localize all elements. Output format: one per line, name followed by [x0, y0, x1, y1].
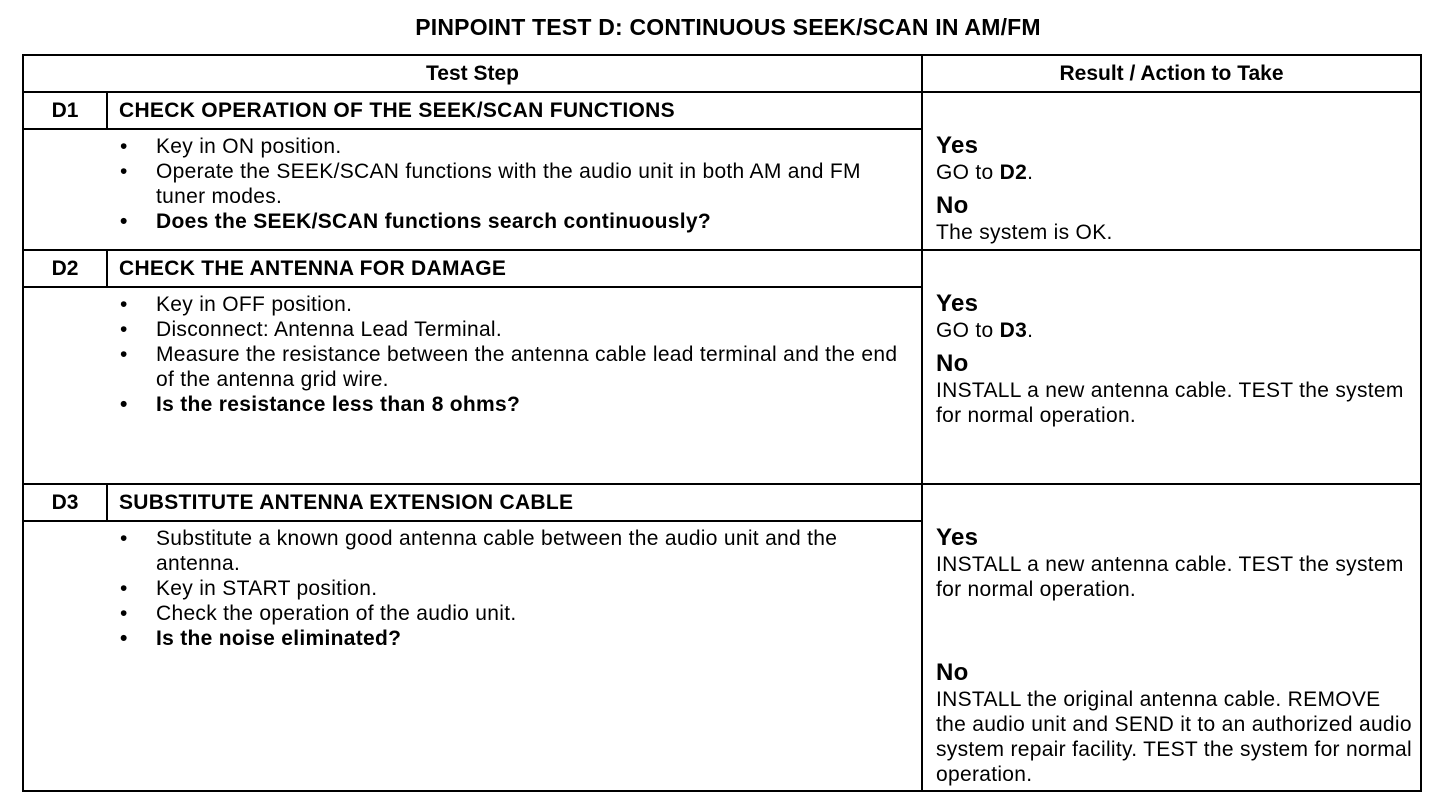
no-label: No: [936, 350, 969, 377]
result-d1: [936, 132, 1416, 245]
no-action: The system is OK.: [936, 221, 1113, 244]
step-d2-instructions: [116, 292, 906, 417]
step-title-divider: [24, 128, 921, 130]
yes-action: GO to D3.: [936, 319, 1034, 342]
step-id-divider: [106, 485, 108, 520]
list-item: • Disconnect: Antenna Lead Terminal.: [116, 317, 906, 342]
no-action: INSTALL a new antenna cable. TEST the system for normal operation.: [936, 379, 1404, 427]
column-divider: [921, 56, 923, 790]
result-d3-yes: [936, 524, 1416, 602]
list-item-question: • Is the noise eliminated?: [116, 626, 906, 651]
list-item-question: • Is the resistance less than 8 ohms?: [116, 392, 906, 417]
header-result-action: Result / Action to Take: [1059, 62, 1284, 85]
step-id-d3: D3: [51, 491, 79, 514]
step-id-divider: [106, 251, 108, 286]
yes-label: Yes: [936, 290, 979, 317]
step-title-d1: CHECK OPERATION OF THE SEEK/SCAN FUNCTIONS: [119, 99, 675, 122]
list-item: • Key in START position.: [116, 576, 906, 601]
step-title-d2: CHECK THE ANTENNA FOR DAMAGE: [119, 257, 507, 280]
list-item: • Operate the SEEK/SCAN functions with the audio unit in both AM and FM tuner modes.: [116, 159, 906, 209]
yes-label: Yes: [936, 132, 979, 159]
list-item: • Check the operation of the audio unit.: [116, 601, 906, 626]
step-d3-instructions: [116, 526, 906, 651]
list-item: • Key in ON position.: [116, 134, 906, 159]
result-d3-no: [936, 659, 1416, 787]
yes-action: INSTALL a new antenna cable. TEST the system for normal operation.: [936, 553, 1404, 601]
step-title-divider: [24, 286, 921, 288]
list-item: • Key in OFF position.: [116, 292, 906, 317]
no-action: INSTALL the original antenna cable. REMOVE the audio unit and SEND it to an authorized audio system repair facility. TEST the system for normal operation.: [936, 688, 1412, 786]
pinpoint-test-table: [22, 54, 1422, 792]
list-item-question: • Does the SEEK/SCAN functions search continuously?: [116, 209, 906, 234]
list-item: • Measure the resistance between the antenna cable lead terminal and the end of the antenna grid wire.: [116, 342, 906, 392]
step-title-divider: [24, 520, 921, 522]
step-id-divider: [106, 93, 108, 128]
header-test-step: Test Step: [426, 62, 519, 85]
result-d2: [936, 290, 1416, 428]
yes-label: Yes: [936, 524, 979, 551]
page-title: PINPOINT TEST D: CONTINUOUS SEEK/SCAN IN AM/FM: [415, 14, 1041, 40]
yes-action: GO to D2.: [936, 161, 1034, 184]
no-label: No: [936, 659, 969, 686]
step-id-d2: D2: [51, 257, 79, 280]
step-title-d3: SUBSTITUTE ANTENNA EXTENSION CABLE: [119, 491, 574, 514]
step-id-d1: D1: [51, 99, 79, 122]
step-d1-instructions: [116, 134, 906, 234]
list-item: • Substitute a known good antenna cable between the audio unit and the antenna.: [116, 526, 906, 576]
no-label: No: [936, 192, 969, 219]
